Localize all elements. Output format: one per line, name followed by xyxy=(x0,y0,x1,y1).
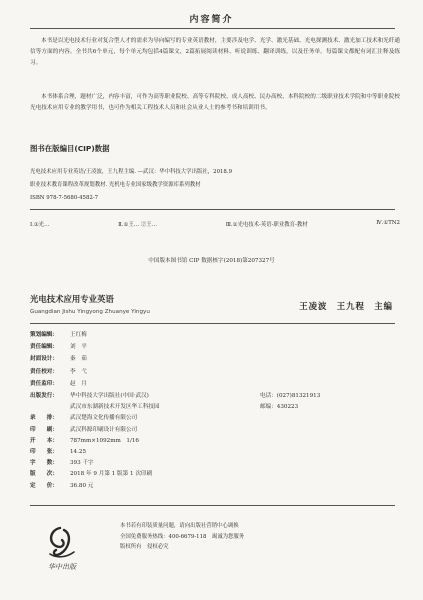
footer-notice xyxy=(120,521,244,553)
cip-class-2: Ⅱ.①王… ②王… xyxy=(118,222,158,228)
cip-classification xyxy=(30,220,400,228)
production-row: 印 刷： 武汉科源印刷设计有限公司 xyxy=(30,426,138,433)
production-row: 字 数： 393 千字 xyxy=(30,460,94,467)
staff-list xyxy=(30,329,87,390)
book-authors: 王凌波 王九程 主编 xyxy=(299,301,393,311)
footer-divider xyxy=(30,505,395,506)
cip-class-3: Ⅲ.①光电技术-英语-职业教育-教材 xyxy=(225,222,308,228)
production-row: 定 价： 36.80 元 xyxy=(30,482,94,489)
cip-line-1: 光电技术应用专业英语/王凌波，王九程主编. —武汉：华中科技大学出版社，2018.9 xyxy=(30,169,232,175)
publisher-row-2 xyxy=(30,402,400,413)
staff-row: 封面设计： 秦 茹 xyxy=(30,356,87,363)
publisher-logo-mark xyxy=(36,524,88,572)
publisher-row-1: 出版发行： 华中科技大学出版社(中国·武汉) 电话：(027)81321913 xyxy=(30,391,400,402)
publisher-logo xyxy=(36,524,88,572)
production-row: 录 排： 武汉楚海文化传播有限公司 xyxy=(30,415,138,422)
book-title-pinyin: Guangdian Jishu Yingyong Zhuanye Yingyu xyxy=(30,309,150,315)
intro-paragraph-1: 本书是以光电技术行业对复合型人才的需求为导向编写的专业英语教材，主要涉及电学、光学、激光基础、光电探测技术、激光加工技术和光纤通信等方面的内容。全书共6个单元，每个单元均包括4篇课文，2篇拓展阅读材料、听说训练、翻译训练，以及任务单。每篇课文都配有词汇注释及练习。 xyxy=(30,38,400,66)
cip-line-2: 职业技术教育课程改革规划教材. 光机电专业国家级教学资源库系列教材 xyxy=(30,182,201,188)
title-divider xyxy=(30,323,395,324)
publisher-phone: 电话：(027)81321913 xyxy=(260,393,321,399)
production-row: 印 张： 14.25 xyxy=(30,449,87,456)
staff-row: 责任编辑： 刘 平 xyxy=(30,344,87,351)
footer-line-3: 版权所有 侵权必究 xyxy=(120,544,169,550)
publisher-block xyxy=(30,391,400,492)
publisher-name: 华中科技大学出版社(中国·武汉) xyxy=(70,393,149,399)
production-row: 开 本： 787mm×1092mm 1/16 xyxy=(30,437,139,444)
publisher-postcode: 邮编：430223 xyxy=(260,404,299,411)
intro-title: 内容简介 xyxy=(189,15,234,25)
production-row: 版 次： 2018 年 9 月第 1 版第 1 次印刷 xyxy=(30,471,153,478)
publisher-logo-text: 华中出版 xyxy=(48,563,76,571)
intro-paragraph-2: 本书体系合理，题材广泛，内容丰富，可作为高等职业院校、高等专科院校、成人高校、民办高校、本科院校的二级职业技术学院和中等职业院校光电技术应用专业的教学用书，也可作为相关工程技术人员和社会从业人士的参考书和培训用书。 xyxy=(30,94,400,111)
publisher-address: 武汉市东湖新技术开发区华工科技园 xyxy=(70,404,160,411)
staff-row: 责任监印： 赵 月 xyxy=(30,380,87,387)
book-title: 光电技术应用专业英语 xyxy=(30,294,114,304)
cip-isbn: ISBN 978-7-5680-4582-7 xyxy=(30,195,99,201)
intro-title-rule xyxy=(30,28,395,29)
cip-class-1: Ⅰ.①光… xyxy=(30,222,50,228)
cip-heading: 图书在版编目(CIP)数据 xyxy=(30,144,110,153)
cip-record-number: 中国版本图书馆 CIP 数据核字(2018)第207327号 xyxy=(148,258,275,264)
staff-row: 责任校对： 李 弋 xyxy=(30,368,87,375)
footer-line-1: 本书若有印装质量问题，请向出版社营销中心调换 xyxy=(120,523,239,529)
cip-class-4: Ⅳ.①TN2 xyxy=(376,220,400,226)
staff-row: 策划编辑： 王红梅 xyxy=(30,332,87,338)
footer-line-2: 全国免费服务热线：400-6679-118 竭诚为您服务 xyxy=(120,533,245,540)
cip-divider xyxy=(30,209,395,210)
